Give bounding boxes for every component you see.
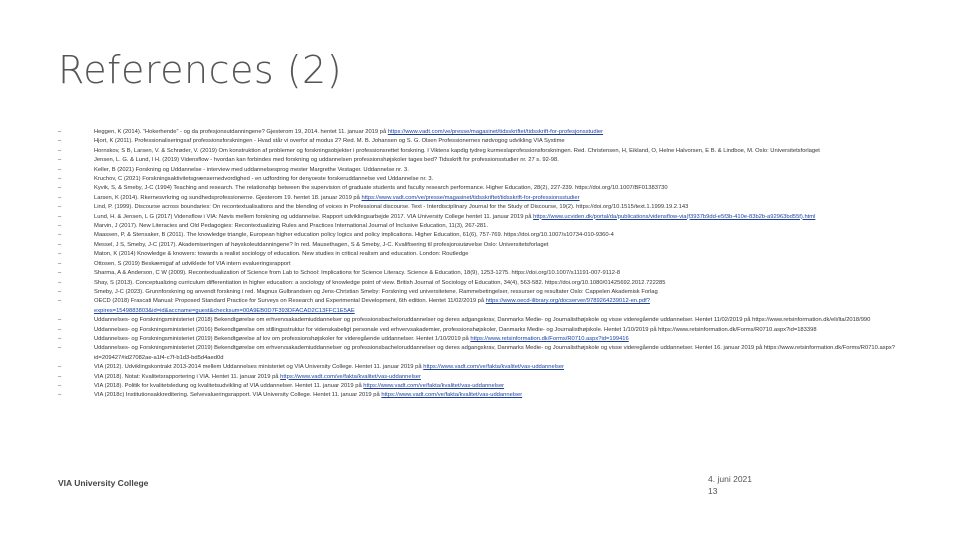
reference-text xyxy=(94,137,908,146)
reference-text xyxy=(94,363,908,372)
bullet-dash: – xyxy=(58,138,62,145)
slide-title: References (2) xyxy=(58,48,343,92)
reference-link[interactable]: https://www.vadt.com/ve/fakta/kvalitet/vas-uddannelser xyxy=(280,373,421,380)
footer-meta xyxy=(708,473,752,497)
reference-link[interactable]: https://www.vadt.com/ve/presse/magasinet/tidsskriftet/tidsskrift-for-profesjonsstudier xyxy=(387,129,604,135)
reference-citation: Uddannelses- og Forskningsministeriet (2019) Bekendtgørelse af lov om professionshøjskoler for videregående uddannelser. Hentet 1/10/2019 på xyxy=(94,335,471,342)
reference-item xyxy=(58,175,908,184)
reference-citation: Keller, B (2021) Forskning og Uddannelse - interview med uddannelsesprog mester Margrethe Vestager. Uddannelse nr. 3. xyxy=(94,166,409,173)
reference-item xyxy=(58,213,908,222)
bullet-dash: – xyxy=(58,382,62,389)
reference-item xyxy=(58,231,908,240)
reference-item xyxy=(58,137,908,146)
bullet-dash: – xyxy=(58,241,62,248)
reference-link[interactable]: https://www.vadt.com/ve/fakta/kvalitet/vas-uddannelser xyxy=(423,364,565,371)
reference-citation: VIA (2018). Politik for kvalitetsledung og kvalitetsudvikling af VIA uddannelser. Hentet 11. januar 2019 på xyxy=(94,382,364,389)
reference-item xyxy=(58,222,908,231)
bullet-dash: – xyxy=(58,129,62,135)
reference-item xyxy=(58,316,908,325)
reference-text xyxy=(94,128,908,137)
reference-item xyxy=(58,184,908,193)
reference-item xyxy=(58,241,908,250)
reference-text xyxy=(94,203,908,212)
bullet-dash: – xyxy=(58,194,62,201)
reference-text xyxy=(94,373,908,382)
reference-link[interactable]: https://www.vadt.com/ve/presse/magasinet/tidsskriftet/tidsskrift-for-professionsstudier xyxy=(361,194,580,201)
reference-citation: Kyvik, S, & Smeby, J-C (1994) Teaching and research. The relationship between the supervision of graduate students and faculty research performance. Higher Education, 28(2), 227-239. https://doi.org/10.1007/BF01383730 xyxy=(94,185,668,192)
reference-text xyxy=(94,382,908,391)
reference-link[interactable]: https://www.retsinformation.dk/Forms/R0710.aspx?id=199416 xyxy=(470,335,629,342)
reference-item xyxy=(58,156,908,165)
reference-citation: Kruchov, C (2021) Forskningsaktivitetsgrænsernedvordighed - en udfordring for denyoeste forskeruddannelse ved Uddannelse nr. 3. xyxy=(94,176,434,183)
bullet-dash: – xyxy=(58,185,62,192)
via-logo: VIA University College xyxy=(58,478,149,488)
reference-item xyxy=(58,279,908,288)
reference-citation: VIA (2018). Notat: Kvalitetsrapportering i VIA. Hentet 11. januar 2019 på xyxy=(94,373,281,380)
reference-text xyxy=(94,194,908,203)
reference-item xyxy=(58,382,908,391)
reference-citation: VIA (2018c) Institutionsakkreditering. Selvevalueringsrapport. VIA University College. Hentet 11. januar 2019 på xyxy=(94,392,382,399)
reference-item xyxy=(58,147,908,156)
reference-text xyxy=(94,335,908,344)
reference-text xyxy=(94,241,908,250)
reference-item xyxy=(58,297,908,316)
reference-citation: Ottosen, S (2019) Beskæmigaf af udviklede fof VIA intern evalueringsrapport xyxy=(94,260,291,267)
reference-citation: Heggen, K (2014). ”Hokerhende” - og da profesjonsutdanningene? Gjesterom 19, 2014. hentet 11. januar 2019 på xyxy=(94,129,388,135)
reference-item xyxy=(58,373,908,382)
reference-citation: Shay, S (2013). Conceptualizing curriculum differentiation in higher education: a sociology of knowledge point of view. British Journal of Sociology of Education, 34(4), 563-582. https://doi.org/10.1080/01425692.2012.722285 xyxy=(94,279,666,286)
reference-item xyxy=(58,166,908,175)
reference-citation: Smeby, J-C (2023). Grunnforskning og anvendt forskning i red. Magnus Gulbrandsen og Jens-Christian Smeby: Forskning ved universitetene. Rammebetingelser, ressurser og resultater Oslo: Cappelen Akademisk Forlag xyxy=(94,288,658,295)
slide-date: 4. juni 2021 xyxy=(708,474,752,484)
reference-link[interactable]: https://www.ucviden.dk/portal/da/publications/vidensflow-via(f3937b9dd-e5f3b-410e-83b2b-a92963bd55f).html xyxy=(533,213,816,220)
bullet-dash: – xyxy=(58,298,62,305)
bullet-dash: – xyxy=(58,166,62,173)
reference-item xyxy=(58,260,908,269)
bullet-dash: – xyxy=(58,364,62,371)
reference-citation: Jensen, L. G. & Lund, I H. (2019) Vidensflow - hvordan kan forbindes med forskning og uddannelsen professionshøjskoler tages bed? Tidsskrift for professionsstudier nr. 27 s. 92-98. xyxy=(94,157,559,164)
bullet-dash: – xyxy=(58,147,62,154)
reference-text xyxy=(94,175,908,184)
bullet-dash: – xyxy=(58,335,62,342)
reference-text xyxy=(94,316,908,325)
reference-text xyxy=(94,231,908,240)
reference-text xyxy=(94,279,908,288)
reference-item xyxy=(58,391,908,400)
reference-item xyxy=(58,344,908,363)
bullet-dash: – xyxy=(58,204,62,211)
reference-citation: Sharma, A & Anderson, C W (2009). Recontextualization of Science from Lab to School: Implications for Science Literacy. Science & Education, 18(9), 1253-1275. https://doi.org/10.1007/s11191-007-9112-8 xyxy=(94,270,621,277)
reference-text xyxy=(94,344,908,363)
reference-text xyxy=(94,222,908,231)
reference-item xyxy=(58,326,908,335)
reference-text xyxy=(94,213,908,222)
reference-citation: Maton, K (2014) Knowledge & knowers: towards a realist sociology of education. New studies in critical realism and education. London: Routledge xyxy=(94,251,469,258)
reference-citation: Uddannelses- og Forskningsministeriet (2018) Bekendtgørelse om erhvervsakademiuddannelser og professionsbacheloruddannelser og deres adgangskrav, Danmarks Medie- og Journalisthøjskole og visse videregående uddannelser. Hentet 11/02/2019 på https://www.retsinformation.dk/eli/lta/2018/990 xyxy=(94,317,871,324)
page-number: 13 xyxy=(708,486,718,496)
reference-item xyxy=(58,335,908,344)
reference-item xyxy=(58,363,908,372)
reference-citation: Uddannelses- og Forskningsministeriet (2019) Bekendtgørelse om erhvervsakademiuddannelser og professionsbacheloruddannelser og deres adgangskrav, Danmarks Medie- og Journalisthøjskole og visse videregående uddannelser. Hentet 16. januar 2019 på https://www.retsinformation.dk/Forms/R0710.aspx?id=209427#id27082ae-a1f4-c7f-b1d3-bd5d4aed0d xyxy=(94,345,895,361)
bullet-dash: – xyxy=(58,251,62,258)
reference-citation: Larsen, K (2014). Rkernesvrkring og sundhedsprofessionerne. Gjesterom 19. hentet 18. januar 2019 på xyxy=(94,194,362,201)
reference-item xyxy=(58,288,908,297)
reference-item xyxy=(58,128,908,137)
reference-item xyxy=(58,194,908,203)
bullet-dash: – xyxy=(58,260,62,267)
bullet-dash: – xyxy=(58,345,62,352)
reference-text xyxy=(94,184,908,193)
bullet-dash: – xyxy=(58,223,62,230)
bullet-dash: – xyxy=(58,288,62,295)
reference-text xyxy=(94,166,908,175)
reference-text xyxy=(94,147,908,156)
bullet-dash: – xyxy=(58,270,62,277)
reference-text xyxy=(94,260,908,269)
reference-text xyxy=(94,297,908,316)
bullet-dash: – xyxy=(58,157,62,164)
reference-citation: Hornskov, S B, Larsen, V. & Schrøder, V. (2019) Om konstruktion af problemer og forskningsobjekter i professionsrettet forskning. I Viktens kapdig tydreg kurmeslaprofessionsforskningen. Red. Christensen, H, Eikland, O, Helne Halvorsen, E B. & Lindboe, M. Oslo: Universitetsforlaget xyxy=(94,147,820,154)
bullet-dash: – xyxy=(58,279,62,286)
reference-citation: Lind, P. (1999). Discourse across boundaries: On recontextualisations and the blending of voices in Professional discourse. Text - Interdisciplinary Journal for the Study of Discourse, 19(2). https://doi.org/10.1515/text.1.1999.19.2.143 xyxy=(94,204,689,211)
reference-text xyxy=(94,269,908,278)
reference-link[interactable]: https://www.vadt.com/ve/fakta/kvalitet/vas-uddannelser xyxy=(363,382,505,389)
reference-text xyxy=(94,326,908,335)
reference-text xyxy=(94,250,908,259)
reference-citation: Maassen, P, & Stensaker, B (2011). The knowledge triangle, European higher education policy logics and policy implications. Higher Education, 61(6), 757-769. https://doi.org/10.1007/s10734-010-9360-4 xyxy=(94,232,614,239)
bullet-dash: – xyxy=(58,373,62,380)
bullet-dash: – xyxy=(58,392,62,399)
reference-link[interactable]: https://www.vadt.com/ve/fakta/kvalitet/vas-uddannelser xyxy=(381,392,523,399)
reference-citation: Lund, H. & Jensen, L G (2017) Vidensflow i VIA: Nøvis mellem forskning og uddannelse. Rapport udviklingsarbejde 2017. VIA University College hentet 11. januar 2019 på xyxy=(94,213,534,220)
reference-text xyxy=(94,288,908,297)
reference-citation: Messel, J S, Smeby, J-C (2017). Akademiseringen af høyskoleutdanningene? In red. Mausethagen, S & Smeby, J-C. Kvalifisering til profesjonsutøvelse Oslo: Universitetsforlaget xyxy=(94,241,549,248)
bullet-dash: – xyxy=(58,317,62,324)
reference-link[interactable]: https://www.oecd-ilibrary.org/docserver/9789264239012-en.pdf?expires=1549883803&id=id&accname=guest&checksum=00A9EB0D7F393DFACAD2C13FFC1E5AE xyxy=(94,298,650,314)
reference-citation: VIA (2012). Udviklingskontrakt 2013-2014 mellem Uddannelses ministeriet og VIA University College. Hentet 11. januar 2019 på xyxy=(94,364,424,371)
reference-citation: Hjort, K (2011). Professionaliseringsaf professionsforskningen - Hvad står vi overfor af modus 2? Red. M. B. Johansen og S. G. Olsen Professionernes nødvogog udvikling VIA Systime xyxy=(94,138,565,145)
reference-item xyxy=(58,250,908,259)
reference-item xyxy=(58,269,908,278)
reference-text xyxy=(94,391,908,400)
reference-citation: OECD (2018) Frascati Manual: Proposed Standard Practice for Surveys on Research and Experimental Development, 6th edition. Hentet 11/02/2019 på xyxy=(94,298,486,305)
reference-citation: Marvin, J (2017). New Literacies and Old Pedagogies: Recontextualizing Rules and Practices International Journal of Inclusive Education, 11(3), 267-281. xyxy=(94,223,488,230)
bullet-dash: – xyxy=(58,176,62,183)
bullet-dash: – xyxy=(58,213,62,220)
reference-citation: Uddannelses- og Forskningsministeriet (2016) Bekendtgørelse om stillingsstruktur for videnskabeligt personale ved erhvervsakademier, professionshøjskoler, Danmarks Medie- og Journalisthøjskole. Hentet 1/10/2019 på https://www.retsinformation.dk/Forms/R0710.aspx?id=183398 xyxy=(94,326,817,333)
reference-list xyxy=(58,128,908,401)
bullet-dash: – xyxy=(58,232,62,239)
reference-text xyxy=(94,156,908,165)
bullet-dash: – xyxy=(58,326,62,333)
reference-item xyxy=(58,203,908,212)
